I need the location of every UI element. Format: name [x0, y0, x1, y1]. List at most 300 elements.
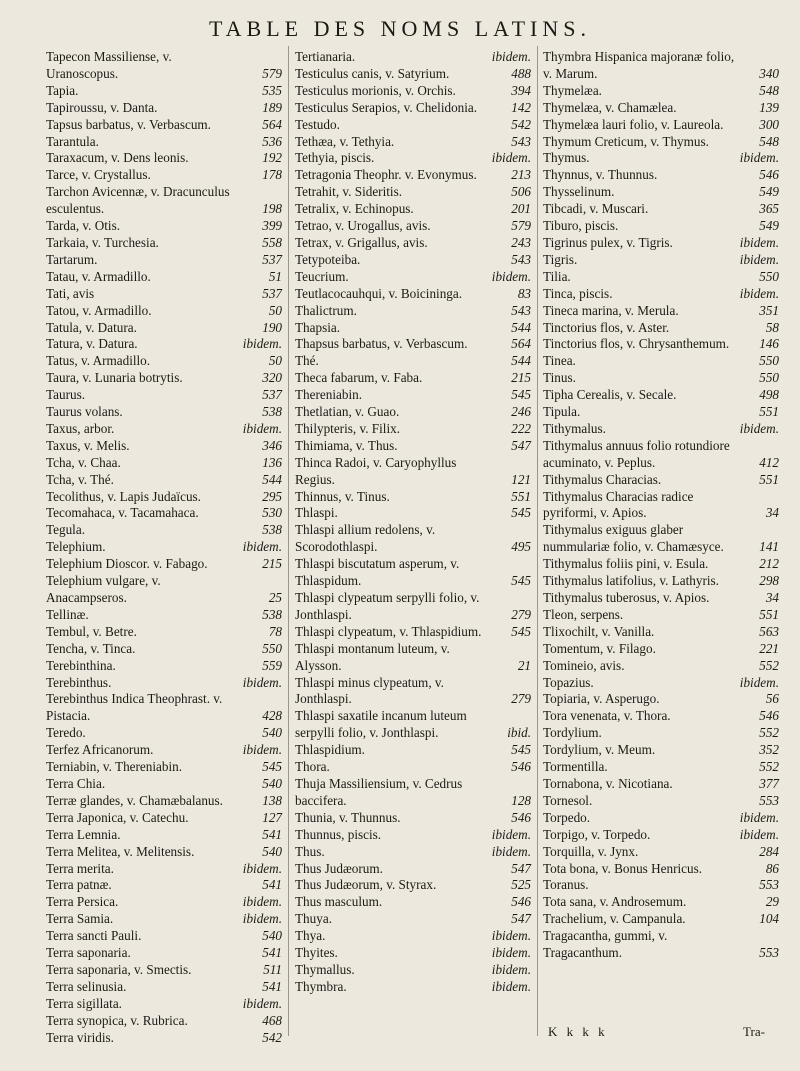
entry-page-ref: 377	[759, 775, 779, 791]
index-entry	[543, 911, 779, 928]
entry-term: Thapsia.	[295, 319, 341, 335]
entry-term: Terræ glandes, v. Chamæbalanus.	[46, 792, 223, 808]
entry-page-ref: 399	[262, 218, 282, 234]
entry-page-ref: 551	[759, 471, 779, 487]
index-entry	[543, 641, 779, 658]
index-entry	[295, 100, 531, 117]
entry-page-ref: 540	[262, 775, 282, 791]
entry-term: Tragacantha, gummi, v. Tragacanthum.	[543, 928, 668, 961]
entry-page-ref: 142	[511, 99, 531, 115]
index-entry	[543, 269, 779, 286]
column-rule-left	[288, 46, 289, 1036]
entry-page-ref: 495	[511, 539, 531, 555]
index-entry	[46, 353, 282, 370]
index-entry	[295, 556, 531, 590]
index-entry	[46, 522, 282, 539]
entry-page-ref: 541	[262, 978, 282, 994]
entry-term: Tatau, v. Armadillo.	[46, 268, 151, 284]
entry-term: Tethæa, v. Tethyia.	[295, 133, 395, 149]
entry-page-ref: ibidem.	[242, 336, 282, 352]
entry-page-ref: 540	[262, 725, 282, 741]
entry-page-ref: 551	[511, 488, 531, 504]
index-entry	[46, 472, 282, 489]
entry-page-ref: 213	[511, 167, 531, 183]
index-entry	[543, 184, 779, 201]
index-entry	[46, 691, 282, 725]
index-entry	[295, 201, 531, 218]
entry-page-ref: 550	[759, 353, 779, 369]
entry-term: Thetlatian, v. Guao.	[295, 404, 400, 420]
entry-term: Tiburo, piscis.	[543, 218, 619, 234]
index-entry	[543, 150, 779, 167]
index-entry	[295, 286, 531, 303]
index-entry	[295, 522, 531, 556]
entry-page-ref: 542	[511, 116, 531, 132]
entry-term: Thyites.	[295, 945, 338, 961]
index-entry	[46, 167, 282, 184]
entry-term: Thymelæa, v. Chamælea.	[543, 99, 677, 115]
entry-term: Testiculus morionis, v. Orchis.	[295, 82, 456, 98]
entry-term: Terra viridis.	[46, 1029, 114, 1045]
entry-term: Tapiroussu, v. Danta.	[46, 99, 158, 115]
entry-term: Tarchon Avicennæ, v. Dracunculus esculentus.	[46, 184, 230, 217]
index-entry	[543, 759, 779, 776]
entry-term: Tinca, piscis.	[543, 285, 613, 301]
entry-term: Taxus, arbor.	[46, 420, 115, 436]
entry-term: Toranus.	[543, 877, 589, 893]
entry-term: Tigris.	[543, 251, 578, 267]
entry-term: Thymbra.	[295, 978, 347, 994]
entry-page-ref: ibidem.	[242, 420, 282, 436]
entry-term: Tapsus barbatus, v. Verbascum.	[46, 116, 211, 132]
index-entry	[295, 269, 531, 286]
entry-term: Tomentum, v. Filago.	[543, 640, 656, 656]
entry-term: Tormentilla.	[543, 759, 608, 775]
entry-page-ref: 127	[262, 809, 282, 825]
entry-page-ref: 538	[262, 606, 282, 622]
entry-term: Tertianaria.	[295, 49, 356, 64]
entry-page-ref: ibidem.	[491, 826, 531, 842]
entry-term: Tethyia, piscis.	[295, 150, 375, 166]
index-entry	[543, 286, 779, 303]
index-entry	[295, 320, 531, 337]
entry-term: Tapia.	[46, 82, 79, 98]
index-entry	[543, 252, 779, 269]
index-entry	[543, 844, 779, 861]
entry-page-ref: 537	[262, 387, 282, 403]
index-entry	[46, 624, 282, 641]
index-entry	[295, 353, 531, 370]
entry-term: Torpigo, v. Torpedo.	[543, 826, 651, 842]
entry-page-ref: 541	[262, 945, 282, 961]
entry-term: Terra patnæ.	[46, 877, 112, 893]
entry-page-ref: 563	[759, 623, 779, 639]
index-entry	[46, 962, 282, 979]
entry-term: Tinea.	[543, 353, 576, 369]
index-entry	[543, 658, 779, 675]
index-entry	[46, 607, 282, 624]
entry-term: Thus.	[295, 843, 325, 859]
index-entry	[46, 489, 282, 506]
entry-term: Tinctorius flos, v. Aster.	[543, 319, 670, 335]
index-column-2	[295, 49, 531, 996]
index-entry	[295, 252, 531, 269]
index-entry	[543, 218, 779, 235]
entry-term: Thysselinum.	[543, 184, 615, 200]
entry-page-ref: 545	[511, 387, 531, 403]
entry-term: Teutlacocauhqui, v. Boicininga.	[295, 285, 463, 301]
index-entry	[295, 336, 531, 353]
entry-term: Tithymalus exiguus glaber nummulariæ folio, v. Chamæsyce.	[543, 522, 724, 555]
index-entry	[543, 894, 779, 911]
index-entry	[46, 286, 282, 303]
index-entry	[295, 489, 531, 506]
entry-term: Taura, v. Lunaria botrytis.	[46, 370, 183, 386]
entry-page-ref: 58	[765, 319, 779, 335]
entry-term: Tarkaia, v. Turchesia.	[46, 234, 159, 250]
index-entry	[543, 303, 779, 320]
entry-page-ref: 548	[759, 82, 779, 98]
entry-page-ref: 279	[511, 691, 531, 707]
entry-page-ref: 428	[262, 708, 282, 724]
index-entry	[46, 793, 282, 810]
entry-page-ref: 212	[759, 556, 779, 572]
entry-page-ref: 365	[759, 201, 779, 217]
index-entry	[543, 742, 779, 759]
entry-page-ref: 553	[759, 877, 779, 893]
entry-page-ref: 86	[765, 860, 779, 876]
entry-page-ref: 553	[759, 792, 779, 808]
entry-page-ref: 551	[759, 404, 779, 420]
index-entry	[46, 996, 282, 1013]
entry-term: Thapsus barbatus, v. Verbascum.	[295, 336, 468, 352]
entry-page-ref: 536	[262, 133, 282, 149]
index-entry	[46, 184, 282, 218]
entry-term: Tineca marina, v. Merula.	[543, 302, 679, 318]
entry-page-ref: 192	[262, 150, 282, 166]
index-entry	[543, 320, 779, 337]
index-entry	[46, 269, 282, 286]
index-entry	[295, 928, 531, 945]
entry-page-ref: 546	[759, 167, 779, 183]
entry-term: Terra sancti Pauli.	[46, 928, 142, 944]
entry-term: Terra Chia.	[46, 775, 106, 791]
index-entry	[295, 455, 531, 489]
index-entry	[543, 877, 779, 894]
entry-term: Tati, avis	[46, 285, 95, 301]
index-entry	[46, 83, 282, 100]
index-entry	[295, 421, 531, 438]
entry-page-ref: 579	[262, 65, 282, 81]
index-entry	[543, 336, 779, 353]
entry-page-ref: 138	[262, 792, 282, 808]
entry-term: Thlaspidium.	[295, 742, 365, 758]
index-entry	[295, 505, 531, 522]
index-entry	[295, 83, 531, 100]
index-entry	[295, 877, 531, 894]
entry-term: Tetralix, v. Echinopus.	[295, 201, 414, 217]
index-entry	[46, 320, 282, 337]
entry-term: Tornabona, v. Nicotiana.	[543, 775, 673, 791]
index-entry	[543, 522, 779, 556]
entry-term: Tipha Cerealis, v. Secale.	[543, 387, 677, 403]
entry-term: Theca fabarum, v. Faba.	[295, 370, 423, 386]
index-entry	[295, 370, 531, 387]
entry-term: Thlaspi biscutatum asperum, v. Thlaspidum.	[295, 556, 460, 589]
entry-page-ref: 34	[765, 590, 779, 605]
entry-page-ref: 564	[511, 336, 531, 352]
entry-page-ref: 559	[262, 657, 282, 673]
entry-term: Tora venenata, v. Thora.	[543, 708, 671, 724]
entry-page-ref: 215	[262, 556, 282, 572]
entry-term: Terra selinusia.	[46, 978, 127, 994]
index-column-3	[543, 49, 779, 962]
index-entry	[543, 134, 779, 151]
entry-term: Tartarum.	[46, 251, 98, 267]
entry-page-ref: 104	[759, 911, 779, 927]
index-entry	[543, 438, 779, 472]
entry-term: Thymbra Hispanica majoranæ folio, v. Marum.	[543, 49, 735, 81]
entry-page-ref: ibidem.	[242, 539, 282, 555]
index-entry	[46, 49, 282, 83]
entry-term: Thus masculum.	[295, 894, 383, 910]
entry-page-ref: 51	[268, 268, 282, 284]
entry-page-ref: 543	[511, 133, 531, 149]
index-entry	[295, 184, 531, 201]
index-entry	[543, 472, 779, 489]
entry-page-ref: ibidem.	[242, 674, 282, 690]
index-entry	[295, 150, 531, 167]
entry-page-ref: ibidem.	[739, 826, 779, 842]
index-entry	[295, 742, 531, 759]
index-entry	[543, 353, 779, 370]
index-entry	[295, 387, 531, 404]
entry-term: Terra Japonica, v. Catechu.	[46, 809, 189, 825]
index-entry	[543, 624, 779, 641]
entry-page-ref: 548	[759, 133, 779, 149]
page-title: TABLE DES NOMS LATINS.	[208, 16, 592, 41]
index-entry	[295, 827, 531, 844]
index-entry	[295, 167, 531, 184]
entry-page-ref: 546	[511, 759, 531, 775]
index-entry	[543, 556, 779, 573]
index-entry	[46, 725, 282, 742]
entry-term: Tatura, v. Datura.	[46, 336, 138, 352]
index-entry	[295, 675, 531, 709]
entry-page-ref: 279	[511, 606, 531, 622]
entry-page-ref: 543	[511, 251, 531, 267]
index-entry	[543, 573, 779, 590]
index-entry	[46, 827, 282, 844]
index-entry	[543, 827, 779, 844]
entry-page-ref: 549	[759, 184, 779, 200]
entry-term: Tordylium.	[543, 725, 602, 741]
index-entry	[46, 438, 282, 455]
index-entry	[543, 117, 779, 134]
entry-page-ref: 146	[759, 336, 779, 352]
entry-term: Teredo.	[46, 725, 86, 741]
entry-page-ref: 352	[759, 742, 779, 758]
entry-term: Tembul, v. Betre.	[46, 623, 137, 639]
index-entry	[46, 421, 282, 438]
index-entry	[295, 235, 531, 252]
entry-term: Terra Samia.	[46, 911, 114, 927]
entry-page-ref: 83	[517, 285, 531, 301]
entry-page-ref: 552	[759, 657, 779, 673]
entry-term: Thunnus, piscis.	[295, 826, 382, 842]
index-entry	[295, 66, 531, 83]
entry-page-ref: 545	[511, 742, 531, 758]
entry-page-ref: 21	[517, 657, 531, 673]
entry-term: Tecomahaca, v. Tacamahaca.	[46, 505, 199, 521]
entry-term: Thimiama, v. Thus.	[295, 437, 398, 453]
entry-page-ref: 50	[268, 302, 282, 318]
entry-term: Terra merita.	[46, 860, 114, 876]
entry-term: Tencha, v. Tinca.	[46, 640, 136, 656]
entry-page-ref: 535	[262, 82, 282, 98]
entry-page-ref: 25	[268, 590, 282, 605]
index-entry	[46, 810, 282, 827]
entry-term: Tithymalus tuberosus, v. Apios.	[543, 590, 710, 605]
index-entry	[543, 793, 779, 810]
entry-page-ref: 558	[262, 234, 282, 250]
entry-term: Telephium Dioscor. v. Fabago.	[46, 556, 208, 572]
entry-term: Tetypoteiba.	[295, 251, 361, 267]
entry-term: Topazius.	[543, 674, 594, 690]
index-entry	[295, 303, 531, 320]
entry-page-ref: ibidem.	[739, 420, 779, 436]
entry-page-ref: 541	[262, 826, 282, 842]
entry-term: Tithymalus latifolius, v. Lathyris.	[543, 573, 719, 589]
entry-page-ref: ibidem.	[739, 251, 779, 267]
index-entry	[46, 539, 282, 556]
entry-term: Thlaspi clypeatum, v. Thlaspidium.	[295, 623, 482, 639]
entry-term: Thilypteris, v. Filix.	[295, 420, 401, 436]
entry-term: Tithymalus Characias radice pyriformi, v. Apios.	[543, 488, 694, 521]
entry-page-ref: 545	[511, 505, 531, 521]
entry-page-ref: 545	[511, 573, 531, 589]
entry-page-ref: ibidem.	[739, 674, 779, 690]
entry-term: Terebinthus.	[46, 674, 112, 690]
entry-page-ref: 246	[511, 404, 531, 420]
entry-term: Thynnus, v. Thunnus.	[543, 167, 658, 183]
entry-page-ref: ibidem.	[242, 860, 282, 876]
entry-term: Taraxacum, v. Dens leonis.	[46, 150, 189, 166]
entry-page-ref: 550	[759, 370, 779, 386]
entry-term: Tilia.	[543, 268, 571, 284]
index-entry	[46, 117, 282, 134]
index-entry	[46, 455, 282, 472]
entry-page-ref: 542	[262, 1029, 282, 1045]
index-entry	[46, 894, 282, 911]
entry-page-ref: 553	[759, 945, 779, 961]
index-entry	[46, 844, 282, 861]
entry-page-ref: 394	[511, 82, 531, 98]
entry-term: Telephium.	[46, 539, 106, 555]
entry-page-ref: 550	[262, 640, 282, 656]
entry-term: Telephium vulgare, v. Anacampseros.	[46, 573, 161, 605]
entry-page-ref: 189	[262, 99, 282, 115]
index-entry	[46, 573, 282, 607]
entry-page-ref: 141	[759, 539, 779, 555]
entry-page-ref: 550	[759, 268, 779, 284]
entry-page-ref: 340	[759, 65, 779, 81]
entry-term: Tota sana, v. Androsemum.	[543, 894, 687, 910]
entry-term: Thus Judæorum, v. Styrax.	[295, 877, 437, 893]
entry-page-ref: 468	[262, 1012, 282, 1028]
entry-page-ref: 29	[765, 894, 779, 910]
entry-term: Tithymalus annuus folio rotundiore acuminato, v. Peplus.	[543, 437, 730, 470]
entry-page-ref: 243	[511, 234, 531, 250]
entry-term: Thya.	[295, 928, 326, 944]
entry-page-ref: 525	[511, 877, 531, 893]
entry-page-ref: ibidem.	[491, 268, 531, 284]
entry-term: Thlaspi clypeatum serpylli folio, v. Jonthlaspi.	[295, 590, 480, 622]
entry-term: Testiculus canis, v. Satyrium.	[295, 65, 450, 81]
entry-term: Thalictrum.	[295, 302, 357, 318]
entry-term: Torpedo.	[543, 809, 591, 825]
entry-page-ref: ibidem.	[242, 911, 282, 927]
index-entry	[543, 49, 779, 83]
entry-page-ref: 552	[759, 725, 779, 741]
index-entry	[46, 134, 282, 151]
index-entry	[295, 641, 531, 675]
entry-page-ref: 178	[262, 167, 282, 183]
index-entry	[543, 810, 779, 827]
entry-term: Tcha, v. Chaa.	[46, 454, 121, 470]
entry-term: Terra synopica, v. Rubrica.	[46, 1012, 188, 1028]
index-entry	[543, 404, 779, 421]
entry-term: Tithymalus.	[543, 420, 606, 436]
entry-page-ref: 121	[511, 471, 531, 487]
entry-term: Thlaspi saxatile incanum luteum serpylli folio, v. Jonthlaspi.	[295, 708, 467, 741]
entry-page-ref: 412	[759, 454, 779, 470]
index-entry	[543, 708, 779, 725]
index-entry	[543, 928, 779, 962]
entry-term: Terebinthina.	[46, 657, 116, 673]
entry-term: Thora.	[295, 759, 330, 775]
entry-page-ref: ibidem.	[739, 150, 779, 166]
entry-term: Tipula.	[543, 404, 581, 420]
entry-term: Trachelium, v. Campanula.	[543, 911, 686, 927]
entry-page-ref: 546	[759, 708, 779, 724]
entry-term: Teucrium.	[295, 268, 349, 284]
entry-page-ref: 139	[759, 99, 779, 115]
entry-page-ref: 136	[262, 454, 282, 470]
entry-page-ref: 50	[268, 353, 282, 369]
entry-page-ref: 511	[263, 961, 282, 977]
entry-page-ref: ibidem.	[739, 285, 779, 301]
entry-page-ref: ibidem.	[242, 995, 282, 1011]
entry-term: Thlaspi.	[295, 505, 338, 521]
entry-term: Tornesol.	[543, 792, 593, 808]
entry-page-ref: 551	[759, 606, 779, 622]
entry-page-ref: ibidem.	[491, 843, 531, 859]
index-entry	[543, 167, 779, 184]
entry-term: Testiculus Serapios, v. Chelidonia.	[295, 99, 478, 115]
entry-page-ref: ibidem.	[491, 978, 531, 994]
entry-term: Taxus, v. Melis.	[46, 437, 130, 453]
entry-term: Thunia, v. Thunnus.	[295, 809, 401, 825]
index-entry	[46, 979, 282, 996]
index-entry	[295, 844, 531, 861]
index-entry	[46, 675, 282, 692]
entry-term: Thuya.	[295, 911, 332, 927]
entry-term: Terra Melitea, v. Melitensis.	[46, 843, 195, 859]
index-entry	[46, 252, 282, 269]
index-entry	[46, 150, 282, 167]
entry-term: Taurus.	[46, 387, 85, 403]
